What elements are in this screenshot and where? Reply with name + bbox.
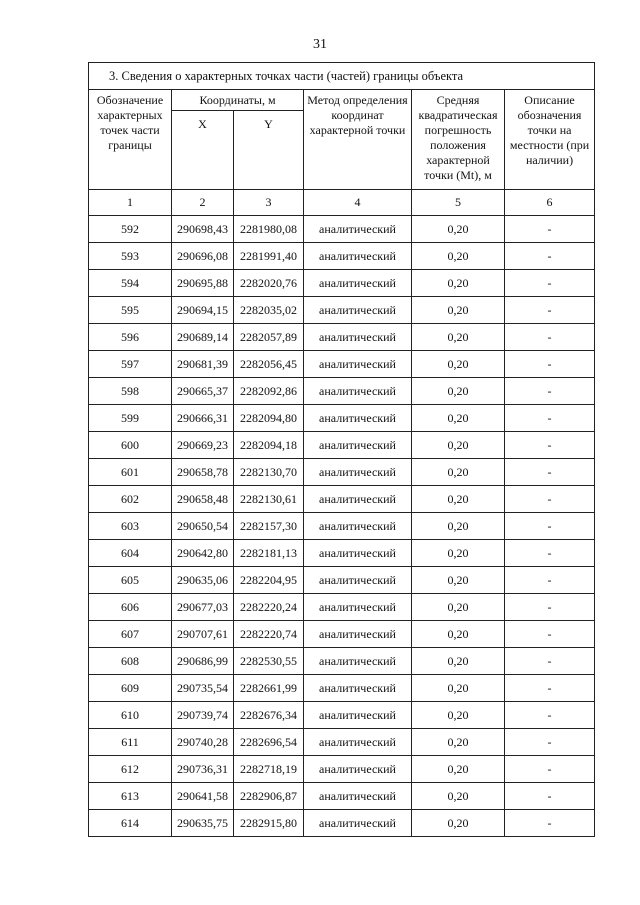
cell-x: 290669,23 xyxy=(172,432,234,459)
cell-method: аналитический xyxy=(304,675,412,702)
cell-point: 610 xyxy=(89,702,172,729)
cell-y: 2282092,86 xyxy=(234,378,304,405)
cell-y: 2282130,70 xyxy=(234,459,304,486)
cell-y: 2282094,80 xyxy=(234,405,304,432)
cell-error: 0,20 xyxy=(412,405,505,432)
cell-y: 2282220,74 xyxy=(234,621,304,648)
cell-x: 290677,03 xyxy=(172,594,234,621)
cell-x: 290694,15 xyxy=(172,297,234,324)
cell-description: - xyxy=(505,513,595,540)
header-error: Средняя квадратическая погрешность положения характерной точки (Mt), м xyxy=(412,90,505,190)
table-row xyxy=(89,243,595,270)
cell-method: аналитический xyxy=(304,486,412,513)
cell-y: 2282035,02 xyxy=(234,297,304,324)
cell-error: 0,20 xyxy=(412,621,505,648)
cell-point: 605 xyxy=(89,567,172,594)
cell-description: - xyxy=(505,621,595,648)
column-number: 4 xyxy=(304,190,412,216)
cell-error: 0,20 xyxy=(412,216,505,243)
table-row xyxy=(89,405,595,432)
cell-description: - xyxy=(505,783,595,810)
table-row xyxy=(89,270,595,297)
table-row xyxy=(89,540,595,567)
column-number: 1 xyxy=(89,190,172,216)
cell-error: 0,20 xyxy=(412,243,505,270)
cell-point: 595 xyxy=(89,297,172,324)
cell-point: 603 xyxy=(89,513,172,540)
cell-x: 290689,14 xyxy=(172,324,234,351)
cell-description: - xyxy=(505,594,595,621)
cell-error: 0,20 xyxy=(412,297,505,324)
cell-x: 290666,31 xyxy=(172,405,234,432)
cell-point: 600 xyxy=(89,432,172,459)
cell-description: - xyxy=(505,567,595,594)
cell-y: 2282718,19 xyxy=(234,756,304,783)
table-row xyxy=(89,729,595,756)
cell-x: 290642,80 xyxy=(172,540,234,567)
column-number: 3 xyxy=(234,190,304,216)
table-row xyxy=(89,216,595,243)
cell-y: 2282220,24 xyxy=(234,594,304,621)
cell-y: 2282676,34 xyxy=(234,702,304,729)
cell-y: 2282094,18 xyxy=(234,432,304,459)
table-row xyxy=(89,810,595,837)
cell-x: 290707,61 xyxy=(172,621,234,648)
table-row xyxy=(89,351,595,378)
cell-x: 290696,08 xyxy=(172,243,234,270)
cell-point: 614 xyxy=(89,810,172,837)
table-row xyxy=(89,567,595,594)
cell-description: - xyxy=(505,324,595,351)
cell-error: 0,20 xyxy=(412,594,505,621)
cell-error: 0,20 xyxy=(412,810,505,837)
cell-error: 0,20 xyxy=(412,729,505,756)
cell-method: аналитический xyxy=(304,783,412,810)
cell-point: 604 xyxy=(89,540,172,567)
table-row xyxy=(89,675,595,702)
cell-x: 290635,75 xyxy=(172,810,234,837)
cell-description: - xyxy=(505,756,595,783)
table-row xyxy=(89,783,595,810)
cell-method: аналитический xyxy=(304,810,412,837)
cell-y: 2282130,61 xyxy=(234,486,304,513)
table-row xyxy=(89,594,595,621)
cell-description: - xyxy=(505,297,595,324)
cell-method: аналитический xyxy=(304,270,412,297)
cell-method: аналитический xyxy=(304,216,412,243)
cell-error: 0,20 xyxy=(412,459,505,486)
table-row xyxy=(89,513,595,540)
cell-description: - xyxy=(505,432,595,459)
cell-description: - xyxy=(505,702,595,729)
cell-x: 290739,74 xyxy=(172,702,234,729)
table-row xyxy=(89,459,595,486)
cell-error: 0,20 xyxy=(412,567,505,594)
column-number: 5 xyxy=(412,190,505,216)
cell-method: аналитический xyxy=(304,513,412,540)
cell-x: 290665,37 xyxy=(172,378,234,405)
header-point: Обозначение характерных точек части границы xyxy=(89,90,172,190)
cell-description: - xyxy=(505,378,595,405)
table-row xyxy=(89,621,595,648)
cell-y: 2282530,55 xyxy=(234,648,304,675)
cell-point: 597 xyxy=(89,351,172,378)
cell-error: 0,20 xyxy=(412,783,505,810)
cell-point: 593 xyxy=(89,243,172,270)
cell-method: аналитический xyxy=(304,540,412,567)
cell-x: 290641,58 xyxy=(172,783,234,810)
cell-error: 0,20 xyxy=(412,270,505,297)
column-number: 6 xyxy=(505,190,595,216)
header-description: Описание обозначения точки на местности (при наличии) xyxy=(505,90,595,190)
cell-point: 611 xyxy=(89,729,172,756)
cell-description: - xyxy=(505,540,595,567)
header-coordinates: Координаты, м xyxy=(172,90,304,111)
cell-y: 2282696,54 xyxy=(234,729,304,756)
cell-method: аналитический xyxy=(304,459,412,486)
cell-description: - xyxy=(505,405,595,432)
cell-error: 0,20 xyxy=(412,324,505,351)
cell-point: 601 xyxy=(89,459,172,486)
cell-y: 2282020,76 xyxy=(234,270,304,297)
cell-x: 290735,54 xyxy=(172,675,234,702)
cell-y: 2282057,89 xyxy=(234,324,304,351)
cell-description: - xyxy=(505,648,595,675)
table-body xyxy=(89,216,595,837)
cell-method: аналитический xyxy=(304,621,412,648)
cell-point: 606 xyxy=(89,594,172,621)
cell-error: 0,20 xyxy=(412,756,505,783)
cell-x: 290650,54 xyxy=(172,513,234,540)
cell-method: аналитический xyxy=(304,729,412,756)
cell-error: 0,20 xyxy=(412,702,505,729)
table-row xyxy=(89,378,595,405)
cell-error: 0,20 xyxy=(412,351,505,378)
table-title: 3. Сведения о характерных точках части (частей) границы объекта xyxy=(89,63,595,90)
table-row xyxy=(89,702,595,729)
cell-y: 2281980,08 xyxy=(234,216,304,243)
cell-x: 290635,06 xyxy=(172,567,234,594)
cell-description: - xyxy=(505,486,595,513)
table-row xyxy=(89,297,595,324)
cell-point: 612 xyxy=(89,756,172,783)
boundary-points-table xyxy=(88,62,595,837)
cell-x: 290658,48 xyxy=(172,486,234,513)
cell-y: 2282181,13 xyxy=(234,540,304,567)
column-number: 2 xyxy=(172,190,234,216)
cell-method: аналитический xyxy=(304,567,412,594)
cell-point: 598 xyxy=(89,378,172,405)
cell-description: - xyxy=(505,351,595,378)
cell-method: аналитический xyxy=(304,594,412,621)
cell-point: 592 xyxy=(89,216,172,243)
cell-y: 2282204,95 xyxy=(234,567,304,594)
cell-y: 2282915,80 xyxy=(234,810,304,837)
cell-method: аналитический xyxy=(304,648,412,675)
cell-method: аналитический xyxy=(304,756,412,783)
cell-method: аналитический xyxy=(304,324,412,351)
cell-point: 607 xyxy=(89,621,172,648)
cell-y: 2281991,40 xyxy=(234,243,304,270)
header-x: X xyxy=(172,111,234,190)
table-row xyxy=(89,648,595,675)
cell-method: аналитический xyxy=(304,378,412,405)
cell-description: - xyxy=(505,675,595,702)
cell-error: 0,20 xyxy=(412,540,505,567)
cell-method: аналитический xyxy=(304,702,412,729)
cell-point: 594 xyxy=(89,270,172,297)
cell-point: 599 xyxy=(89,405,172,432)
table-row xyxy=(89,486,595,513)
cell-point: 613 xyxy=(89,783,172,810)
cell-method: аналитический xyxy=(304,351,412,378)
header-method: Метод определения координат характерной точки xyxy=(304,90,412,190)
cell-description: - xyxy=(505,270,595,297)
cell-error: 0,20 xyxy=(412,378,505,405)
cell-description: - xyxy=(505,243,595,270)
table-row xyxy=(89,324,595,351)
cell-method: аналитический xyxy=(304,243,412,270)
cell-x: 290681,39 xyxy=(172,351,234,378)
cell-point: 609 xyxy=(89,675,172,702)
cell-description: - xyxy=(505,459,595,486)
cell-x: 290686,99 xyxy=(172,648,234,675)
cell-y: 2282056,45 xyxy=(234,351,304,378)
cell-y: 2282906,87 xyxy=(234,783,304,810)
cell-description: - xyxy=(505,216,595,243)
cell-x: 290658,78 xyxy=(172,459,234,486)
header-y: Y xyxy=(234,111,304,190)
cell-method: аналитический xyxy=(304,297,412,324)
cell-y: 2282157,30 xyxy=(234,513,304,540)
page-number: 31 xyxy=(313,37,327,52)
cell-y: 2282661,99 xyxy=(234,675,304,702)
cell-error: 0,20 xyxy=(412,675,505,702)
cell-x: 290736,31 xyxy=(172,756,234,783)
table-row xyxy=(89,756,595,783)
cell-error: 0,20 xyxy=(412,648,505,675)
cell-point: 596 xyxy=(89,324,172,351)
cell-method: аналитический xyxy=(304,432,412,459)
cell-x: 290740,28 xyxy=(172,729,234,756)
cell-description: - xyxy=(505,729,595,756)
cell-error: 0,20 xyxy=(412,513,505,540)
cell-point: 602 xyxy=(89,486,172,513)
column-numbers-row xyxy=(89,190,595,216)
cell-description: - xyxy=(505,810,595,837)
cell-error: 0,20 xyxy=(412,432,505,459)
cell-error: 0,20 xyxy=(412,486,505,513)
cell-point: 608 xyxy=(89,648,172,675)
cell-method: аналитический xyxy=(304,405,412,432)
cell-x: 290695,88 xyxy=(172,270,234,297)
table-row xyxy=(89,432,595,459)
cell-x: 290698,43 xyxy=(172,216,234,243)
